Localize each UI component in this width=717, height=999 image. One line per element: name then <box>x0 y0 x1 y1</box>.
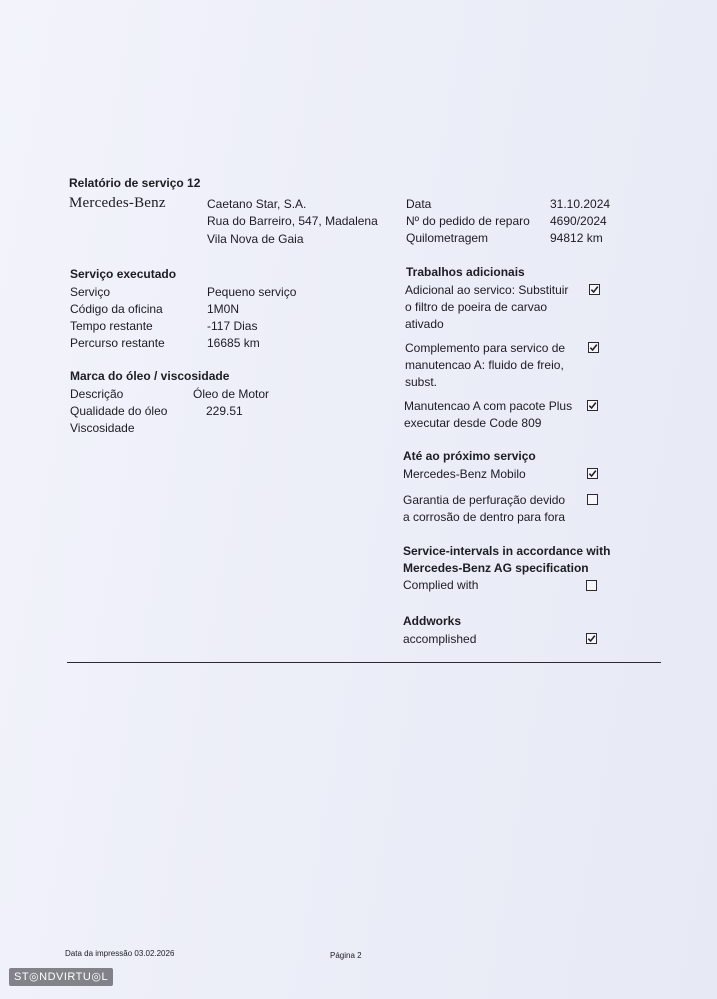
next-service-item-2-line-1: Garantia de perfuração devido <box>403 493 566 507</box>
addworks-item-label: accomplished <box>403 632 477 646</box>
next-service-heading: Até ao próximo serviço <box>403 449 536 463</box>
additional-item-1-line-2: o filtro de poeira de carvao <box>405 300 548 314</box>
oil-description-label: Descrição <box>70 387 124 401</box>
workshop-code-label: Código da oficina <box>70 302 163 316</box>
section-divider <box>67 662 661 663</box>
meta-value-order: 4690/2024 <box>550 214 607 228</box>
workshop-code-value: 1M0N <box>207 302 240 316</box>
time-remaining-value: -117 Dias <box>207 319 258 333</box>
next-service-item-2-line-2: a corrosão de dentro para fora <box>403 510 566 524</box>
checkmark-icon <box>587 634 596 643</box>
next-service-item-1-checkbox[interactable] <box>587 468 598 479</box>
addworks-heading: Addworks <box>403 614 462 628</box>
watermark-logo: ST◎NDVIRTU◎L <box>9 968 113 986</box>
intervals-heading-line-1: Service-intervals in accordance with <box>403 544 611 558</box>
additional-item-2-line-1: Complemento para servico de <box>405 341 566 355</box>
distance-remaining-label: Percurso restante <box>70 336 165 350</box>
meta-label-order: Nº do pedido de reparo <box>406 214 530 228</box>
page-number: Página 2 <box>330 951 362 960</box>
checkmark-icon <box>589 343 598 352</box>
checkmark-icon <box>588 401 597 410</box>
service-label: Serviço <box>70 285 111 299</box>
additional-item-2-line-3: subst. <box>405 375 438 389</box>
intervals-item-label: Complied with <box>403 578 479 592</box>
oil-viscosity-label: Viscosidade <box>70 421 135 435</box>
additional-item-1-checkbox[interactable] <box>589 284 600 295</box>
oil-heading: Marca do óleo / viscosidade <box>70 369 230 383</box>
additional-heading: Trabalhos adicionais <box>406 265 525 279</box>
meta-label-mileage: Quilometragem <box>406 231 489 245</box>
intervals-item-checkbox[interactable] <box>586 580 597 591</box>
addworks-item-checkbox[interactable] <box>586 633 597 644</box>
time-remaining-label: Tempo restante <box>70 319 153 333</box>
additional-item-3-checkbox[interactable] <box>587 400 598 411</box>
checkmark-icon <box>590 285 599 294</box>
additional-item-3-line-2: executar desde Code 809 <box>404 416 542 430</box>
additional-item-2-checkbox[interactable] <box>588 342 599 353</box>
meta-value-mileage: 94812 km <box>550 231 603 245</box>
report-title: Relatório de serviço 12 <box>69 176 201 190</box>
dealer-name: Caetano Star, S.A. <box>207 197 307 211</box>
oil-description-value: Óleo de Motor <box>193 387 270 401</box>
next-service-item-1-label: Mercedes-Benz Mobilo <box>403 467 526 481</box>
brand-logo: Mercedes-Benz <box>69 195 166 211</box>
next-service-item-2-checkbox[interactable] <box>587 494 598 505</box>
additional-item-1-line-1: Adicional ao servico: Substituir <box>405 283 569 297</box>
oil-quality-value: 229.51 <box>206 404 243 418</box>
additional-item-3-line-1: Manutencao A com pacote Plus <box>404 399 573 413</box>
print-date: Data da impressão 03.02.2026 <box>65 949 175 958</box>
additional-item-2-line-2: manutencao A: fluido de freio, <box>405 358 564 372</box>
dealer-city: Vila Nova de Gaia <box>207 232 304 246</box>
meta-label-date: Data <box>406 197 432 211</box>
oil-quality-label: Qualidade do óleo <box>70 404 168 418</box>
checkmark-icon <box>588 469 597 478</box>
distance-remaining-value: 16685 km <box>207 336 260 350</box>
service-heading: Serviço executado <box>70 267 177 281</box>
meta-value-date: 31.10.2024 <box>550 197 611 211</box>
dealer-street: Rua do Barreiro, 547, Madalena <box>207 214 378 228</box>
intervals-heading-line-2: Mercedes-Benz AG specification <box>403 561 589 575</box>
service-value: Pequeno serviço <box>207 285 297 299</box>
additional-item-1-line-3: ativado <box>405 317 444 331</box>
